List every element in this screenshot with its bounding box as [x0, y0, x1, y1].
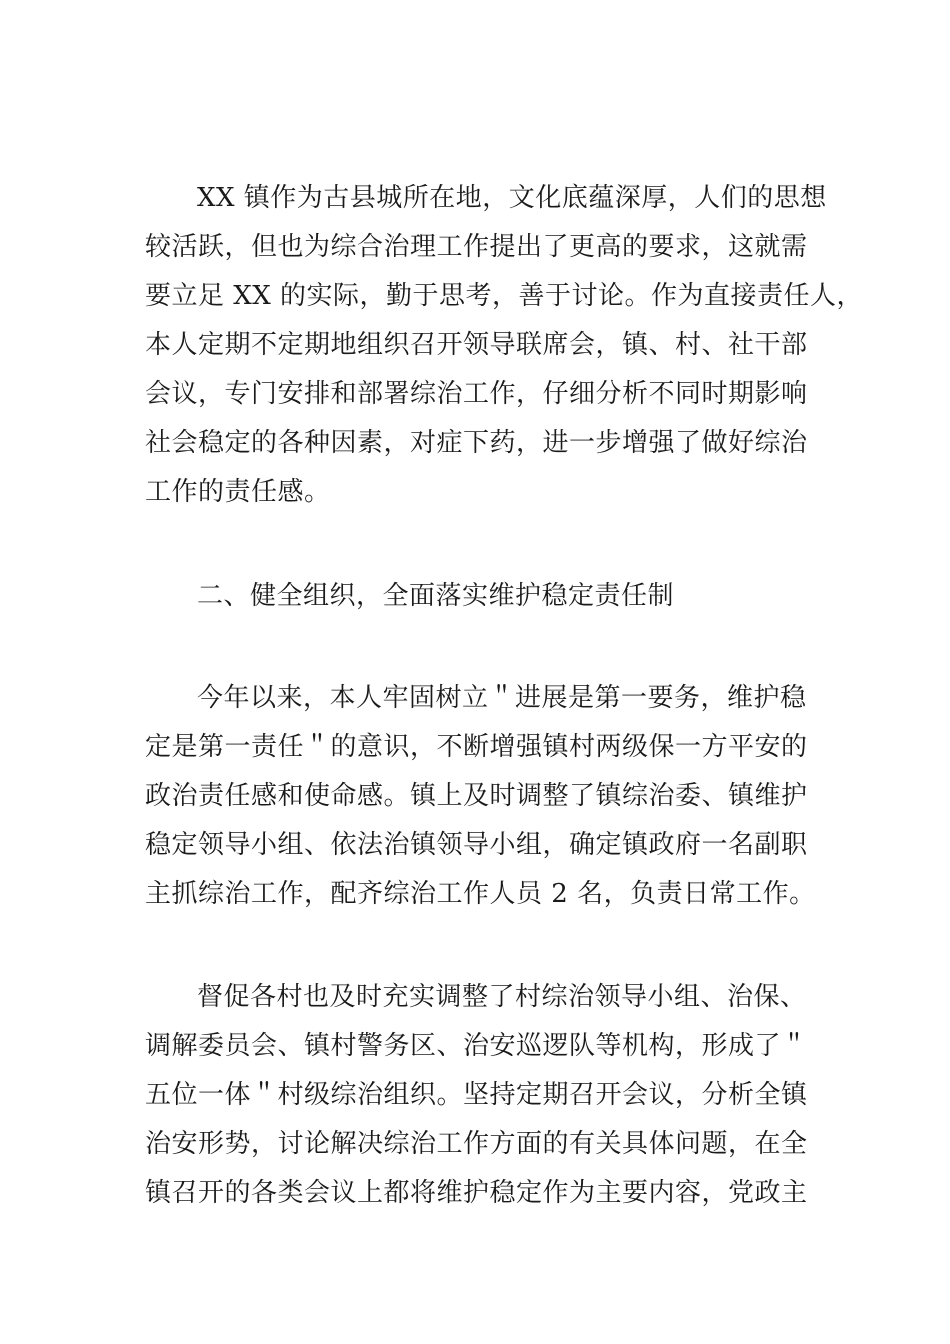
paragraph-3-line-5: 镇召开的各类会议上都将维护稳定作为主要内容，党政主: [145, 1178, 808, 1208]
section-heading: 二、健全组织，全面落实维护稳定责任制: [197, 581, 675, 611]
paragraph-1-line-3: 要立足 XX 的实际，勤于思考，善于讨论。作为直接责任人，: [145, 281, 864, 311]
paragraph-1-line-4: 本人定期不定期地组织召开领导联席会，镇、村、社干部: [145, 330, 808, 360]
paragraph-2-line-1: 今年以来，本人牢固树立＂进展是第一要务，维护稳: [197, 683, 807, 713]
paragraph-3-line-3: 五位一体＂村级综治组织。坚持定期召开会议，分析全镇: [145, 1080, 808, 1110]
paragraph-1-line-7: 工作的责任感。: [145, 477, 331, 507]
paragraph-2-line-2: 定是第一责任＂的意识，不断增强镇村两级保一方平安的: [145, 732, 808, 762]
paragraph-1-line-2: 较活跃，但也为综合治理工作提出了更高的要求，这就需: [145, 232, 808, 262]
paragraph-2-line-5: 主抓综治工作，配齐综治工作人员 2 名，负责日常工作。: [145, 879, 816, 909]
paragraph-3-line-2: 调解委员会、镇村警务区、治安巡逻队等机构，形成了＂: [145, 1031, 808, 1061]
paragraph-1-line-5: 会议，专门安排和部署综治工作，仔细分析不同时期影响: [145, 379, 808, 409]
paragraph-3-line-1: 督促各村也及时充实调整了村综治领导小组、治保、: [197, 982, 807, 1012]
paragraph-2-line-3: 政治责任感和使命感。镇上及时调整了镇综治委、镇维护: [145, 781, 808, 811]
paragraph-2-line-4: 稳定领导小组、依法治镇领导小组，确定镇政府一名副职: [145, 830, 808, 860]
paragraph-1-line-6: 社会稳定的各种因素，对症下药，进一步增强了做好综治: [145, 428, 808, 458]
paragraph-1-line-1: XX 镇作为古县城所在地，文化底蕴深厚，人们的思想: [197, 183, 827, 213]
paragraph-3-line-4: 治安形势，讨论解决综治工作方面的有关具体问题，在全: [145, 1129, 808, 1159]
